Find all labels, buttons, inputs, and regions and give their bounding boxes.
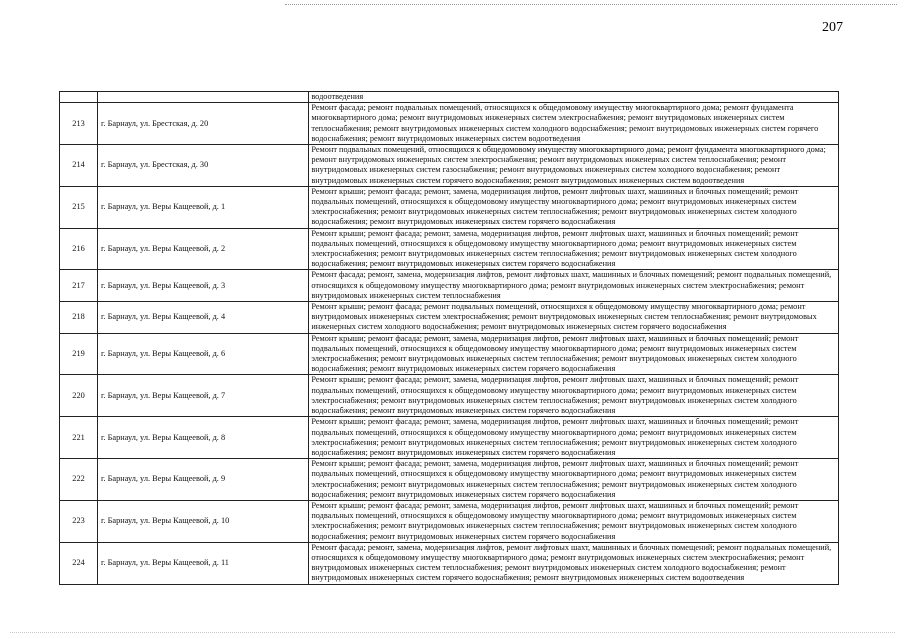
works-cell: Ремонт крыши; ремонт фасада; ремонт, замена, модернизация лифтов, ремонт лифтовых шахт, машинных и блочных помещений; ремонт подвальных помещений, относящихся к общедомовому имуществу многоквартирного дома; ремонт внутридомовых инженерных систем электроснабжения; ремонт внутридомовых инженерных систем теплоснабжения; ремонт внутридомовых инженерных систем холодного водоснабжения; ремонт внутридомовых инженерных систем горячего водоснабжения xyxy=(309,333,839,375)
row-number-cell: 221 xyxy=(60,417,98,459)
address-cell: г. Барнаул, ул. Веры Кащеевой, д. 6 xyxy=(98,333,309,375)
address-cell: г. Барнаул, ул. Веры Кащеевой, д. 9 xyxy=(98,459,309,501)
row-number-cell: 220 xyxy=(60,375,98,417)
table-row xyxy=(60,302,839,334)
address-cell: г. Барнаул, ул. Веры Кащеевой, д. 1 xyxy=(98,186,309,228)
works-cell: Ремонт крыши; ремонт фасада; ремонт подвальных помещений, относящихся к общедомовому имуществу многоквартирного дома; ремонт внутридомовых инженерных систем электроснабжения; ремонт внутридомовых инженерных систем теплоснабжения; ремонт внутридомовых инженерных систем холодного водоснабжения; ремонт внутридомовых инженерных систем горячего водоснабжения xyxy=(309,302,839,334)
scan-bottom-rule xyxy=(10,632,895,633)
row-number-cell: 218 xyxy=(60,302,98,334)
address-cell: г. Барнаул, ул. Веры Кащеевой, д. 8 xyxy=(98,417,309,459)
address-cell: г. Барнаул, ул. Веры Кащеевой, д. 3 xyxy=(98,270,309,302)
table-row xyxy=(60,375,839,417)
address-cell: г. Барнаул, ул. Веры Кащеевой, д. 10 xyxy=(98,500,309,542)
repair-works-table xyxy=(59,91,839,585)
works-cell: Ремонт крыши; ремонт фасада; ремонт, замена, модернизация лифтов, ремонт лифтовых шахт, машинных и блочных помещений; ремонт подвальных помещений, относящихся к общедомовому имуществу многоквартирного дома; ремонт внутридомовых инженерных систем электроснабжения; ремонт внутридомовых инженерных систем теплоснабжения; ремонт внутридомовых инженерных систем холодного водоснабжения; ремонт внутридомовых инженерных систем горячего водоснабжения xyxy=(309,375,839,417)
table-row xyxy=(60,500,839,542)
row-number-cell: 223 xyxy=(60,500,98,542)
works-cell: Ремонт крыши; ремонт фасада; ремонт, замена, модернизация лифтов, ремонт лифтовых шахт, машинных и блочных помещений; ремонт подвальных помещений, относящихся к общедомовому имуществу многоквартирного дома; ремонт внутридомовых инженерных систем электроснабжения; ремонт внутридомовых инженерных систем теплоснабжения; ремонт внутридомовых инженерных систем холодного водоснабжения; ремонт внутридомовых инженерных систем горячего водоснабжения xyxy=(309,186,839,228)
works-cell: Ремонт фасада; ремонт подвальных помещений, относящихся к общедомовому имуществу многоквартирного дома; ремонт фундамента многоквартирного дома; ремонт внутридомовых инженерных систем электроснабжения; ремонт внутридомовых инженерных систем теплоснабжения; ремонт внутридомовых инженерных систем холодного водоснабжения; ремонт внутридомовых инженерных систем горячего водоснабжения; ремонт внутридомовых инженерных систем водоотведения xyxy=(309,103,839,145)
works-cell: Ремонт крыши; ремонт фасада; ремонт, замена, модернизация лифтов, ремонт лифтовых шахт, машинных и блочных помещений; ремонт подвальных помещений, относящихся к общедомовому имуществу многоквартирного дома; ремонт внутридомовых инженерных систем электроснабжения; ремонт внутридомовых инженерных систем теплоснабжения; ремонт внутридомовых инженерных систем холодного водоснабжения; ремонт внутридомовых инженерных систем горячего водоснабжения xyxy=(309,417,839,459)
address-cell: г. Барнаул, ул. Веры Кащеевой, д. 11 xyxy=(98,542,309,584)
row-number-cell: 215 xyxy=(60,186,98,228)
table-row xyxy=(60,417,839,459)
works-cell: Ремонт крыши; ремонт фасада; ремонт, замена, модернизация лифтов, ремонт лифтовых шахт, машинных и блочных помещений; ремонт подвальных помещений, относящихся к общедомовому имуществу многоквартирного дома; ремонт внутридомовых инженерных систем электроснабжения; ремонт внутридомовых инженерных систем теплоснабжения; ремонт внутридомовых инженерных систем холодного водоснабжения; ремонт внутридомовых инженерных систем горячего водоснабжения xyxy=(309,459,839,501)
table-body xyxy=(60,92,839,585)
table-row xyxy=(60,270,839,302)
table-row xyxy=(60,459,839,501)
row-number-cell: 216 xyxy=(60,228,98,270)
address-cell: г. Барнаул, ул. Веры Кащеевой, д. 7 xyxy=(98,375,309,417)
table-row xyxy=(60,103,839,145)
works-cell: Ремонт фасада; ремонт, замена, модернизация лифтов, ремонт лифтовых шахт, машинных и блочных помещений; ремонт подвальных помещений, относящихся к общедомовому имуществу многоквартирного дома; ремонт внутридомовых инженерных систем электроснабжения; ремонт внутридомовых инженерных систем теплоснабжения; ремонт внутридомовых инженерных систем холодного водоснабжения; ремонт внутридомовых инженерных систем горячего водоснабжения; ремонт внутридомовых инженерных систем водоотведения xyxy=(309,542,839,584)
works-cell: Ремонт крыши; ремонт фасада; ремонт, замена, модернизация лифтов, ремонт лифтовых шахт, машинных и блочных помещений; ремонт подвальных помещений, относящихся к общедомовому имуществу многоквартирного дома; ремонт внутридомовых инженерных систем электроснабжения; ремонт внутридомовых инженерных систем теплоснабжения; ремонт внутридомовых инженерных систем холодного водоснабжения; ремонт внутридомовых инженерных систем горячего водоснабжения xyxy=(309,500,839,542)
address-cell: г. Барнаул, ул. Брестская, д. 20 xyxy=(98,103,309,145)
row-number-cell: 219 xyxy=(60,333,98,375)
works-cell: водоотведения xyxy=(309,92,839,103)
address-cell: г. Барнаул, ул. Брестская, д. 30 xyxy=(98,145,309,187)
address-cell: г. Барнаул, ул. Веры Кащеевой, д. 4 xyxy=(98,302,309,334)
continuation-row xyxy=(60,92,839,103)
table-row xyxy=(60,145,839,187)
address-cell: г. Барнаул, ул. Веры Кащеевой, д. 2 xyxy=(98,228,309,270)
works-cell: Ремонт подвальных помещений, относящихся к общедомовому имуществу многоквартирного дома; ремонт фундамента многоквартирного дома; ремонт внутридомовых инженерных систем электроснабжения; ремонт внутридомовых инженерных систем теплоснабжения; ремонт внутридомовых инженерных систем газоснабжения; ремонт внутридомовых инженерных систем холодного водоснабжения; ремонт внутридомовых инженерных систем горячего водоснабжения; ремонт внутридомовых инженерных систем водоотведения xyxy=(309,145,839,187)
table-row xyxy=(60,186,839,228)
table-row xyxy=(60,228,839,270)
page-number: 207 xyxy=(822,20,843,35)
row-number-cell: 217 xyxy=(60,270,98,302)
works-cell: Ремонт крыши; ремонт фасада; ремонт, замена, модернизация лифтов, ремонт лифтовых шахт, машинных и блочных помещений; ремонт подвальных помещений, относящихся к общедомовому имуществу многоквартирного дома; ремонт внутридомовых инженерных систем электроснабжения; ремонт внутридомовых инженерных систем теплоснабжения; ремонт внутридомовых инженерных систем холодного водоснабжения; ремонт внутридомовых инженерных систем горячего водоснабжения xyxy=(309,228,839,270)
table-row xyxy=(60,542,839,584)
address-cell xyxy=(98,92,309,103)
row-number-cell: 214 xyxy=(60,145,98,187)
works-cell: Ремонт фасада; ремонт, замена, модернизация лифтов, ремонт лифтовых шахт, машинных и блочных помещений; ремонт подвальных помещений, относящихся к общедомовому имуществу многоквартирного дома; ремонт внутридомовых инженерных систем электроснабжения; ремонт внутридомовых инженерных систем теплоснабжения xyxy=(309,270,839,302)
row-number-cell xyxy=(60,92,98,103)
row-number-cell: 222 xyxy=(60,459,98,501)
scan-top-rule xyxy=(285,4,897,5)
table-row xyxy=(60,333,839,375)
row-number-cell: 213 xyxy=(60,103,98,145)
row-number-cell: 224 xyxy=(60,542,98,584)
